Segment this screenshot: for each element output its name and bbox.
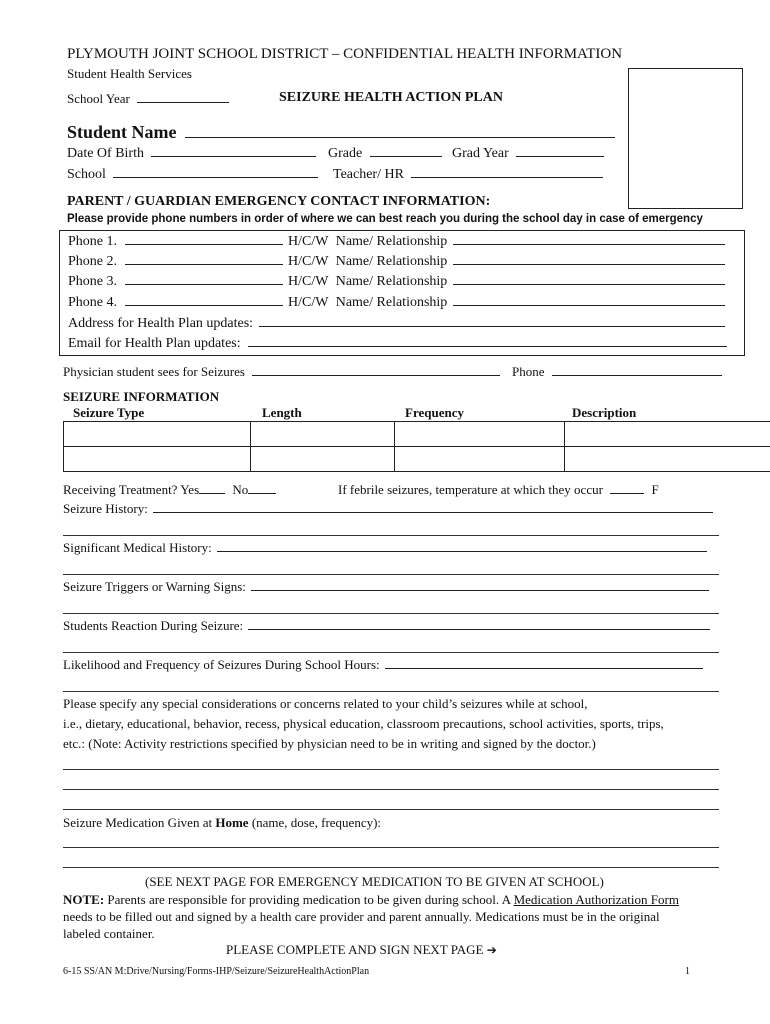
grad-year-field[interactable] bbox=[452, 146, 604, 162]
contact-instruction: Please provide phone numbers in order of where we can best reach you during the school day in case of emergency bbox=[67, 213, 703, 225]
student-name-line[interactable] bbox=[185, 136, 615, 138]
table-cell[interactable] bbox=[395, 447, 565, 472]
triggers-label: Seizure Triggers or Warning Signs: bbox=[63, 579, 246, 594]
table-cell[interactable] bbox=[251, 447, 395, 472]
history-line-2[interactable] bbox=[63, 535, 719, 536]
table-cell[interactable] bbox=[395, 422, 565, 447]
note-line-1 bbox=[63, 892, 679, 908]
special-line-c[interactable] bbox=[63, 809, 719, 810]
arrow-right-icon: ➔ bbox=[486, 943, 497, 957]
col-length: Length bbox=[262, 405, 302, 420]
plan-title: SEIZURE HEALTH ACTION PLAN bbox=[279, 90, 503, 105]
phone-line[interactable] bbox=[125, 283, 283, 285]
teacher-field[interactable] bbox=[333, 167, 603, 183]
student-name-field[interactable] bbox=[67, 122, 615, 143]
note-text-1: Parents are responsible for providing medication to be given during school. A bbox=[107, 892, 511, 907]
likelihood-line-2[interactable] bbox=[63, 691, 719, 692]
physician-line[interactable] bbox=[252, 374, 500, 376]
treatment-no-label: No bbox=[232, 482, 249, 497]
address-line[interactable] bbox=[259, 325, 725, 327]
relationship-line[interactable] bbox=[453, 283, 725, 285]
physician-phone-label: Phone bbox=[512, 364, 545, 379]
hcw-label: H/C/W bbox=[288, 254, 329, 269]
phone-line[interactable] bbox=[125, 243, 283, 245]
phone-label: Phone 2. bbox=[68, 254, 117, 269]
grade-line[interactable] bbox=[370, 155, 442, 157]
phone-label: Phone 4. bbox=[68, 295, 117, 310]
special-line-b[interactable] bbox=[63, 789, 719, 790]
physician-field[interactable] bbox=[63, 364, 500, 380]
school-year-line[interactable] bbox=[137, 101, 229, 103]
student-name-label: Student Name bbox=[67, 122, 177, 142]
febrile-unit: F bbox=[651, 482, 659, 497]
treatment-field[interactable] bbox=[63, 482, 276, 498]
table-row bbox=[64, 422, 770, 447]
district-title: PLYMOUTH JOINT SCHOOL DISTRICT – CONFIDENTIAL HEALTH INFORMATION bbox=[67, 46, 623, 62]
treatment-no-line[interactable] bbox=[248, 492, 276, 494]
hcw-label: H/C/W bbox=[288, 295, 329, 310]
phone-row-2[interactable] bbox=[68, 254, 725, 270]
table-cell[interactable] bbox=[251, 422, 395, 447]
home-medication-bold: Home bbox=[215, 815, 249, 830]
school-label: School bbox=[67, 167, 106, 182]
treatment-label: Receiving Treatment? Yes bbox=[63, 482, 200, 497]
medical-history-line[interactable] bbox=[217, 550, 707, 552]
history-field[interactable] bbox=[63, 501, 713, 517]
medical-history-line-2[interactable] bbox=[63, 574, 719, 575]
phone-line[interactable] bbox=[125, 304, 283, 306]
likelihood-field[interactable] bbox=[63, 657, 703, 673]
complete-sign-note bbox=[226, 942, 497, 958]
col-seizure-type: Seizure Type bbox=[73, 405, 145, 420]
febrile-label: If febrile seizures, temperature at which they occur bbox=[338, 482, 603, 497]
department-subtitle: Student Health Services bbox=[67, 66, 192, 81]
phone-line[interactable] bbox=[125, 263, 283, 265]
dob-line[interactable] bbox=[151, 155, 316, 157]
home-medication-line-1[interactable] bbox=[63, 847, 719, 848]
email-field[interactable] bbox=[68, 336, 727, 352]
school-field[interactable] bbox=[67, 167, 318, 183]
home-medication-line-2[interactable] bbox=[63, 867, 719, 868]
grade-field[interactable] bbox=[328, 146, 442, 162]
triggers-line[interactable] bbox=[251, 589, 709, 591]
reaction-field[interactable] bbox=[63, 618, 710, 634]
triggers-line-2[interactable] bbox=[63, 613, 719, 614]
physician-label: Physician student sees for Seizures bbox=[63, 364, 245, 379]
school-line[interactable] bbox=[113, 176, 318, 178]
reaction-label: Students Reaction During Seizure: bbox=[63, 618, 244, 633]
febrile-field[interactable] bbox=[338, 482, 659, 498]
home-medication-post: (name, dose, frequency): bbox=[251, 815, 382, 830]
note-line-3: labeled container. bbox=[63, 926, 155, 941]
col-frequency: Frequency bbox=[405, 405, 464, 420]
dob-label: Date Of Birth bbox=[67, 146, 144, 161]
treatment-yes-line[interactable] bbox=[199, 492, 225, 494]
address-label: Address for Health Plan updates: bbox=[68, 316, 254, 331]
likelihood-line[interactable] bbox=[385, 667, 703, 669]
teacher-line[interactable] bbox=[411, 176, 603, 178]
history-label: Seizure History: bbox=[63, 501, 148, 516]
col-description: Description bbox=[572, 405, 637, 420]
phone-row-3[interactable] bbox=[68, 274, 725, 290]
note-line-2: needs to be filled out and signed by a health care provider and parent annually. Medications must be in the original bbox=[63, 909, 660, 924]
see-next-page-note: (SEE NEXT PAGE FOR EMERGENCY MEDICATION TO BE GIVEN AT SCHOOL) bbox=[145, 874, 604, 889]
phone-row-4[interactable] bbox=[68, 295, 725, 311]
triggers-field[interactable] bbox=[63, 579, 709, 595]
hcw-label: H/C/W bbox=[288, 274, 329, 289]
special-considerations-line-2: i.e., dietary, educational, behavior, recess, physical education, classroom precautions, school activities, sports, trips, bbox=[63, 716, 664, 731]
relationship-label: Name/ Relationship bbox=[335, 254, 448, 269]
photo-box[interactable] bbox=[628, 68, 743, 209]
reaction-line-2[interactable] bbox=[63, 652, 719, 653]
teacher-label: Teacher/ HR bbox=[333, 167, 404, 182]
note-label: NOTE: bbox=[63, 892, 105, 907]
phone-label: Phone 1. bbox=[68, 234, 117, 249]
table-row bbox=[64, 447, 770, 472]
home-medication-prompt bbox=[63, 815, 381, 831]
seizure-info-heading: SEIZURE INFORMATION bbox=[63, 389, 220, 404]
school-year-label: School Year bbox=[67, 91, 130, 106]
physician-phone-line[interactable] bbox=[552, 374, 722, 376]
email-label: Email for Health Plan updates: bbox=[68, 336, 241, 351]
relationship-line[interactable] bbox=[453, 304, 725, 306]
special-considerations-line-3: etc.: (Note: Activity restrictions specified by physician need to be in writing and signed by the doctor.) bbox=[63, 736, 596, 751]
medical-history-label: Significant Medical History: bbox=[63, 540, 212, 555]
relationship-line[interactable] bbox=[453, 243, 725, 245]
relationship-label: Name/ Relationship bbox=[335, 274, 448, 289]
physician-phone-field[interactable] bbox=[512, 364, 722, 380]
likelihood-label: Likelihood and Frequency of Seizures During School Hours: bbox=[63, 657, 380, 672]
phone-row-1[interactable] bbox=[68, 234, 725, 250]
febrile-line[interactable] bbox=[610, 492, 644, 494]
dob-field[interactable] bbox=[67, 146, 316, 162]
special-considerations-line-1: Please specify any special considerations or concerns related to your child’s seizures while at school, bbox=[63, 696, 588, 711]
page-number: 1 bbox=[685, 966, 690, 977]
special-line-a[interactable] bbox=[63, 769, 719, 770]
document-reference: 6-15 SS/AN M:Drive/Nursing/Forms-IHP/Seizure/SeizureHealthActionPlan bbox=[63, 966, 370, 977]
grade-label: Grade bbox=[328, 146, 363, 161]
hcw-label: H/C/W bbox=[288, 234, 329, 249]
table-cell[interactable] bbox=[565, 422, 770, 447]
seizure-table bbox=[63, 421, 770, 472]
relationship-line[interactable] bbox=[453, 263, 725, 265]
complete-sign-text: PLEASE COMPLETE AND SIGN NEXT PAGE bbox=[226, 942, 484, 957]
school-year-field[interactable] bbox=[67, 91, 229, 107]
table-cell[interactable] bbox=[565, 447, 770, 472]
medication-authorization-link[interactable]: Medication Authorization Form bbox=[513, 892, 679, 907]
phone-label: Phone 3. bbox=[68, 274, 117, 289]
grad-year-line[interactable] bbox=[516, 155, 604, 157]
home-medication-pre: Seizure Medication Given at bbox=[63, 815, 213, 830]
grad-year-label: Grad Year bbox=[452, 146, 509, 161]
relationship-label: Name/ Relationship bbox=[335, 295, 448, 310]
email-line[interactable] bbox=[248, 345, 727, 347]
table-cell[interactable] bbox=[64, 422, 251, 447]
relationship-label: Name/ Relationship bbox=[335, 234, 448, 249]
medical-history-field[interactable] bbox=[63, 540, 707, 556]
table-cell[interactable] bbox=[64, 447, 251, 472]
contact-heading: PARENT / GUARDIAN EMERGENCY CONTACT INFORMATION: bbox=[67, 194, 491, 209]
reaction-line[interactable] bbox=[248, 628, 710, 630]
address-field[interactable] bbox=[68, 316, 725, 332]
history-line[interactable] bbox=[153, 511, 713, 513]
